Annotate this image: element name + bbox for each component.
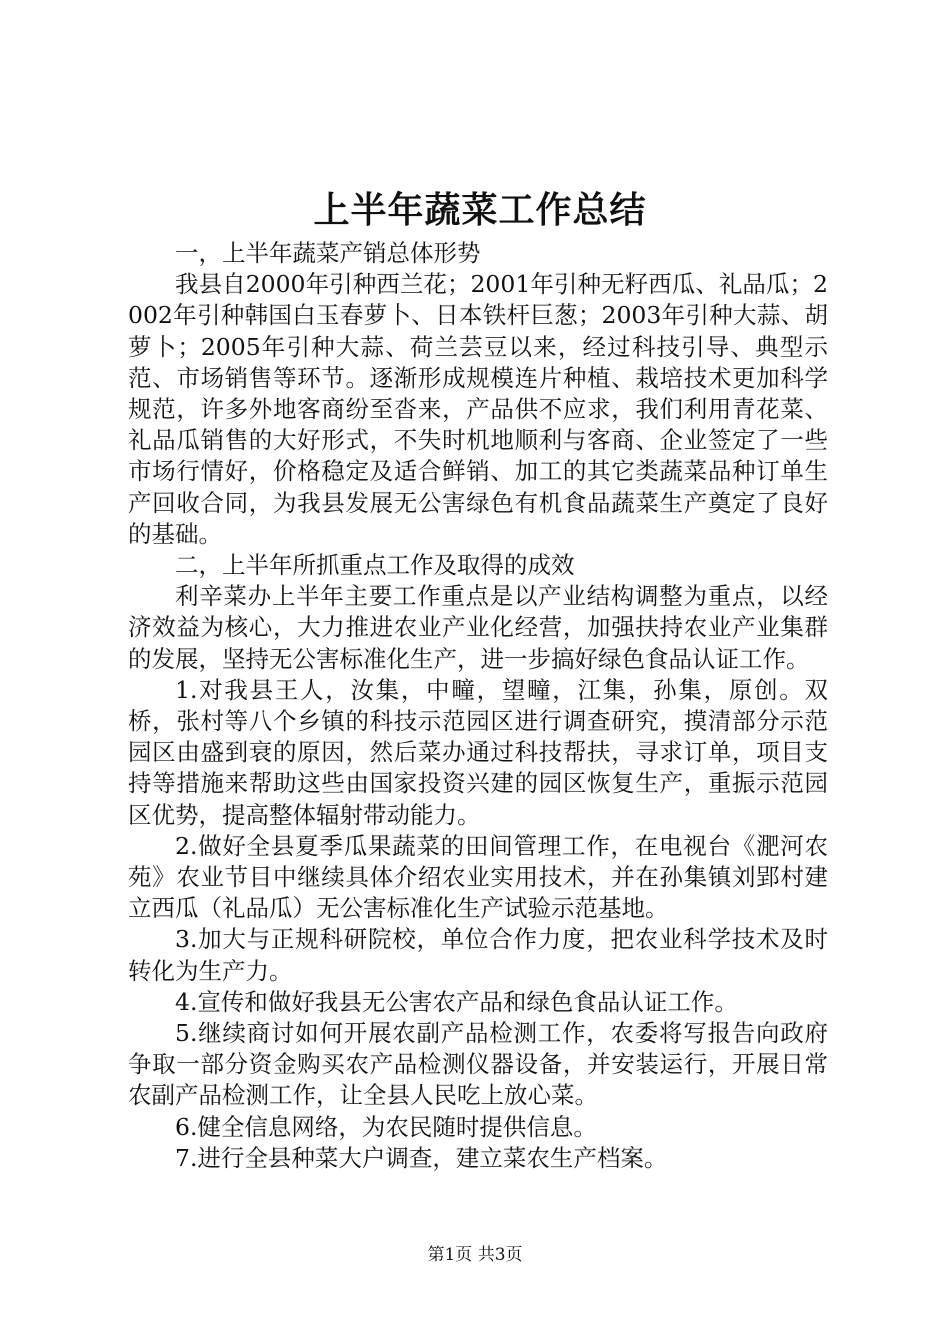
page-number-footer: 第1页 共3页 <box>427 1245 523 1265</box>
section-heading-1: 一，上半年蔬菜产销总体形势 <box>175 239 481 267</box>
list-item-6: 6.健全信息网络，为农民随时提供信息。 <box>175 1112 597 1141</box>
paragraph-2: 利辛菜办上半年主要工作重点是以产业结构调整为重点，以经济效益为核心，大力推进农业产业化经营，加强扶持农业产业集群的发展，坚持无公害标准化生产，进一步搞好绿色食品认证工作。 <box>128 582 828 673</box>
list-item-5: 5.继续商讨如何开展农副产品检测工作，农委将写报告向政府争取一部分资金购买农产品检测仪器设备，并安装运行，开展日常农副产品检测工作，让全县人民吃上放心菜。 <box>128 1019 828 1110</box>
list-item-1: 1.对我县王人，汝集，中疃，望疃，江集，孙集，原创。双桥，张村等八个乡镇的科技示范园区进行调查研究，摸清部分示范园区由盛到衰的原因，然后菜办通过科技帮扶，寻求订单，项目支持等措施来帮助这些由国家投资兴建的园区恢复生产，重振示范园区优势，提高整体辐射带动能力。 <box>128 675 828 829</box>
paragraph-1: 我县自2000年引种西兰花；2001年引种无籽西瓜、礼品瓜；2002年引种韩国白玉春萝卜、日本铁杆巨葱；2003年引种大蒜、胡萝卜；2005年引种大蒜、荷兰芸豆以来，经过科技引导、典型示范、市场销售等环节。逐渐形成规模连片种植、栽培技术更加科学规范，许多外地客商纷至沓来，产品供不应求，我们利用青花菜、礼品瓜销售的大好形式，不失时机地顺利与客商、企业签定了一些市场行情好，价格稳定及适合鲜销、加工的其它类蔬菜品种订单生产回收合同，为我县发展无公害绿色有机食品蔬菜生产奠定了良好的基础。 <box>128 270 828 548</box>
list-item-3: 3.加大与正规科研院校，单位合作力度，把农业科学技术及时转化为生产力。 <box>128 925 828 985</box>
document-title: 上半年蔬菜工作总结 <box>313 189 647 231</box>
list-item-2: 2.做好全县夏季瓜果蔬菜的田间管理工作，在电视台《淝河农苑》农业节目中继续具体介绍农业实用技术，并在孙集镇刘郢村建立西瓜（礼品瓜）无公害标准化生产试验示范基地。 <box>128 831 828 923</box>
document-page <box>128 186 828 1174</box>
list-item-4: 4.宣传和做好我县无公害农产品和绿色食品认证工作。 <box>175 987 738 1016</box>
section-heading-2: 二，上半年所抓重点工作及取得的成效 <box>175 551 575 580</box>
list-item-7: 7.进行全县种菜大户调查，建立菜农生产档案。 <box>175 1143 668 1172</box>
